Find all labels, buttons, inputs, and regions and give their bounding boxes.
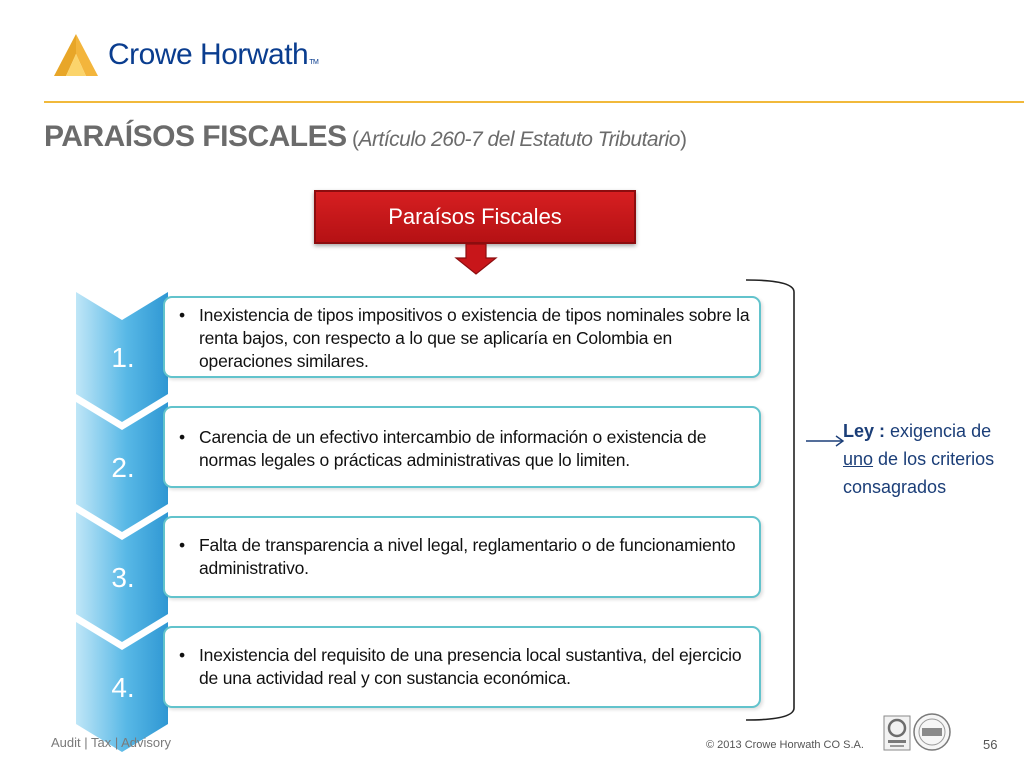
- criterion-text-4: • Inexistencia del requisito de una presencia local sustantiva, del ejercicio de una actividad real y con sustancia económica.: [179, 645, 742, 688]
- criterion-box-3: [163, 516, 761, 598]
- certification-badges: [882, 712, 962, 761]
- criterion-box-4: [163, 626, 761, 708]
- iso-certification-icon: [884, 716, 910, 750]
- criterion-box-2: [163, 406, 761, 488]
- header-divider: [44, 101, 1024, 103]
- step-number-1: 1.: [111, 342, 135, 373]
- right-arrow-icon: [806, 434, 846, 448]
- criterion-text-2: • Carencia de un efectivo intercambio de información o existencia de normas legales o prácticas administrativas que lo limiten.: [179, 427, 707, 470]
- diagram-header: Paraísos Fiscales: [314, 190, 636, 244]
- step-number-4: 4.: [111, 672, 135, 703]
- step-number-2: 2.: [111, 452, 135, 483]
- step-number-3: 3.: [111, 562, 135, 593]
- criterion-text-1: • Inexistencia de tipos impositivos o existencia de tipos nominales sobre la renta bajos, con respecto a lo que se aplicaría en Colombia en operaciones similares.: [179, 305, 750, 371]
- footer-services: Audit | Tax | Advisory: [51, 735, 171, 750]
- crowe-flame-icon: [50, 32, 102, 80]
- footer-copyright: © 2013 Crowe Horwath CO S.A.: [706, 739, 864, 751]
- down-arrow-icon: [454, 244, 498, 276]
- page-title: PARAÍSOS FISCALES (Artículo 260-7 del Estatuto Tributario): [44, 120, 687, 153]
- grouping-bracket: [744, 278, 806, 722]
- criterion-box-1: [163, 296, 761, 378]
- page-subtitle: Artículo 260-7 del Estatuto Tributario: [358, 128, 680, 151]
- criterion-text-3: • Falta de transparencia a nivel legal, reglamentario o de funcionamiento administrativo.: [179, 535, 736, 578]
- iqnet-certification-icon: [914, 714, 950, 750]
- page-number: 56: [983, 737, 998, 752]
- law-note: Ley : exigencia de uno de los criterios consagrados: [843, 421, 995, 497]
- logo-wordmark: Crowe HorwathTM: [108, 38, 319, 71]
- company-logo: [50, 32, 350, 82]
